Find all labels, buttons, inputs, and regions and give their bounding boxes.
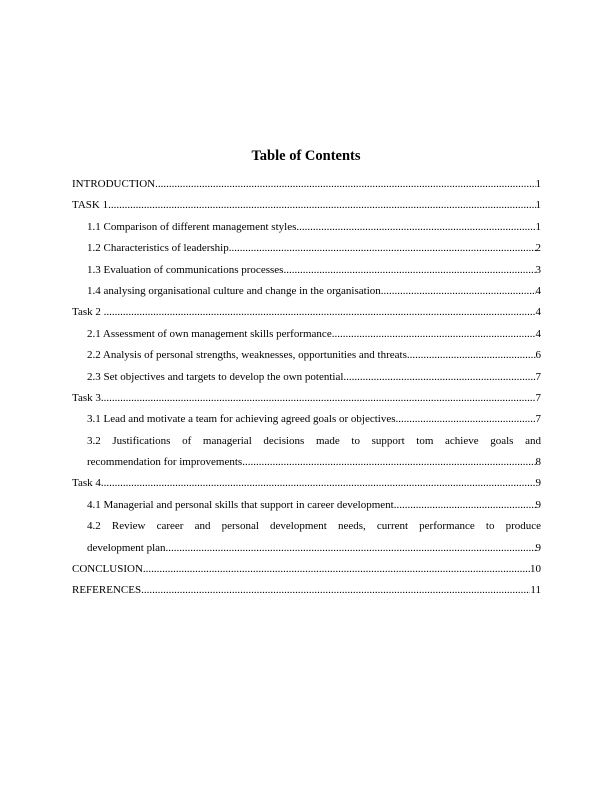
toc-leader-dots: [332, 324, 536, 345]
toc-entry-label: Task 3: [72, 391, 101, 404]
toc-entry-1-4[interactable]: [72, 281, 541, 302]
toc-page-number: 4: [535, 327, 541, 340]
toc-entry-references[interactable]: [72, 580, 541, 601]
toc-page-number: 10: [530, 563, 541, 576]
toc-entry-introduction[interactable]: [72, 174, 541, 195]
toc-leader-dots: [394, 495, 536, 516]
toc-page-number: 7: [535, 391, 541, 404]
toc-leader-dots: [166, 538, 536, 559]
toc-leader-dots: [101, 388, 536, 409]
toc-leader-dots: [283, 260, 535, 281]
toc-entry-label: 1.2 Characteristics of leadership: [87, 242, 229, 255]
toc-page-number: 2: [535, 242, 541, 255]
table-of-contents: [72, 174, 541, 602]
toc-page-number: 8: [535, 456, 541, 469]
toc-entry-2-2[interactable]: [72, 345, 541, 366]
toc-leader-dots: [155, 174, 535, 195]
toc-entry-task-2[interactable]: [72, 302, 541, 323]
toc-entry-label: CONCLUSION: [72, 563, 143, 576]
toc-entry-label: REFERENCES: [72, 584, 142, 597]
toc-entry-label: 1.4 analysing organisational culture and change in the organisation: [87, 284, 381, 297]
toc-entry-4-1[interactable]: [72, 495, 541, 516]
toc-leader-dots: [143, 559, 530, 580]
toc-entry-label: 2.1 Assessment of own management skills performance: [87, 327, 332, 340]
toc-entry-line-2: [72, 452, 541, 473]
toc-entry-label-line-1: 4.2 Review career and personal development needs, current performance to produce: [87, 520, 541, 533]
toc-entry-label: 1.3 Evaluation of communications processes: [87, 263, 284, 276]
toc-page-number: 1: [535, 199, 541, 212]
toc-entry-label-line-2: recommendation for improvements: [87, 456, 243, 469]
toc-entry-label: INTRODUCTION: [72, 177, 156, 190]
toc-entry-task-1[interactable]: [72, 195, 541, 216]
toc-leader-dots: [108, 195, 535, 216]
toc-entry-label: 4.1 Managerial and personal skills that support in career development: [87, 498, 394, 511]
toc-entry-task-4[interactable]: [72, 473, 541, 494]
toc-entry-label: 1.1 Comparison of different management styles: [87, 220, 297, 233]
toc-page-number: 9: [535, 541, 541, 554]
toc-page-number: 1: [535, 220, 541, 233]
toc-leader-dots: [381, 281, 536, 302]
toc-leader-dots: [104, 302, 536, 323]
toc-entry-label: 2.2 Analysis of personal strengths, weaknesses, opportunities and threats: [87, 349, 407, 362]
toc-entry-task-3[interactable]: [72, 388, 541, 409]
toc-page-number: 4: [535, 306, 541, 319]
toc-leader-dots: [296, 217, 535, 238]
toc-entry-2-1[interactable]: [72, 324, 541, 345]
toc-entry-2-3[interactable]: [72, 367, 541, 388]
toc-entry-4-2[interactable]: [72, 516, 541, 559]
toc-entry-conclusion[interactable]: [72, 559, 541, 580]
toc-entry-1-1[interactable]: [72, 217, 541, 238]
toc-page-number: 11: [530, 584, 541, 597]
toc-page-number: 9: [535, 477, 541, 490]
toc-entry-label-line-1: 3.2 Justifications of managerial decisions made to support tom achieve goals and: [87, 434, 541, 447]
toc-entry-1-2[interactable]: [72, 238, 541, 259]
toc-leader-dots: [343, 367, 535, 388]
toc-leader-dots: [229, 238, 536, 259]
toc-entry-line-2: [72, 538, 541, 559]
toc-page-number: 1: [535, 177, 541, 190]
toc-entry-label: 3.1 Lead and motivate a team for achieving agreed goals or objectives: [87, 413, 396, 426]
toc-page-number: 7: [535, 413, 541, 426]
toc-page-number: 6: [535, 349, 541, 362]
toc-entry-label: TASK 1: [72, 199, 109, 212]
toc-leader-dots: [407, 345, 536, 366]
toc-entry-3-1[interactable]: [72, 409, 541, 430]
toc-page-number: 7: [535, 370, 541, 383]
toc-leader-dots: [141, 580, 530, 601]
toc-entry-label-line-2: development plan: [87, 541, 166, 554]
toc-title: Table of Contents: [251, 148, 361, 164]
toc-leader-dots: [101, 473, 536, 494]
toc-entry-3-2[interactable]: [72, 431, 541, 474]
toc-entry-1-3[interactable]: [72, 260, 541, 281]
toc-leader-dots: [242, 452, 535, 473]
toc-page-number: 4: [535, 284, 541, 297]
toc-page-number: 9: [535, 498, 541, 511]
toc-leader-dots: [396, 409, 536, 430]
toc-entry-label: 2.3 Set objectives and targets to develop the own potential: [87, 370, 344, 383]
toc-entry-label: Task 4: [72, 477, 101, 490]
toc-entry-label: Task 2: [72, 306, 104, 319]
toc-page-number: 3: [535, 263, 541, 276]
